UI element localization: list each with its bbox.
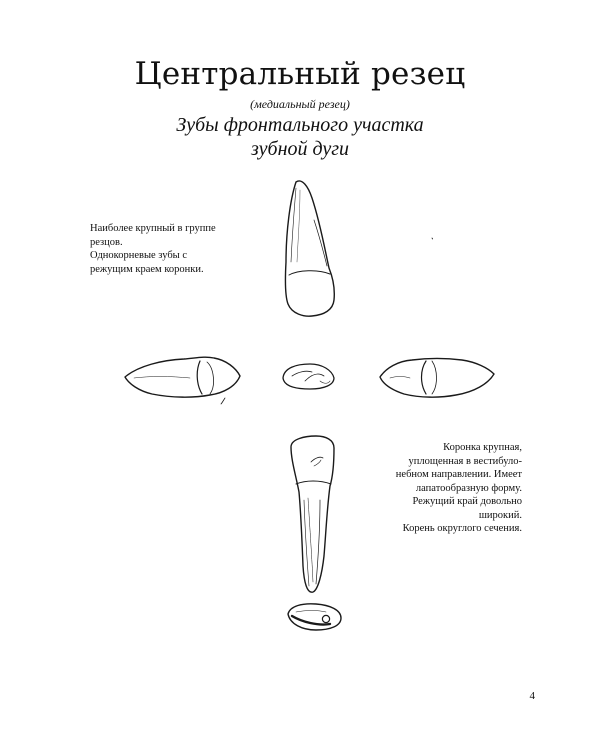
stray-mark — [432, 238, 433, 239]
description-line: Режущий край довольно — [412, 496, 522, 507]
description-line: резцов. — [90, 236, 123, 248]
description-line: небном направлении. Имеет — [395, 469, 522, 480]
description-line: Наиболее крупный в группе — [90, 223, 216, 234]
incisor-lingual-view-icon — [291, 436, 334, 592]
incisor-vestibular-view-icon — [285, 181, 334, 316]
description-line: лапатообразную форму. — [415, 482, 522, 494]
incisor-root-cross-section-icon — [288, 604, 341, 630]
section-heading-line: Зубы фронтального участка — [176, 114, 424, 136]
description-line: режущим краем коронки. — [90, 263, 204, 275]
section-heading-line: зубной дуги — [250, 138, 350, 160]
description-line: уплощенная в вестибуло- — [408, 455, 522, 467]
page-number: 4 — [529, 690, 535, 702]
description-line: широкий. — [478, 509, 522, 521]
incisor-distal-view-icon — [380, 359, 494, 398]
description-line: Корень округлого сечения. — [402, 523, 522, 534]
page-subtitle: (медиальный резец) — [250, 97, 350, 111]
incisor-occlusal-view-icon — [283, 364, 334, 389]
incisor-mesial-view-icon — [125, 357, 240, 404]
description-line: Коронка крупная, — [443, 442, 522, 453]
page-title: Центральный резец — [134, 56, 466, 92]
description-line: Однокорневые зубы с — [90, 250, 188, 261]
